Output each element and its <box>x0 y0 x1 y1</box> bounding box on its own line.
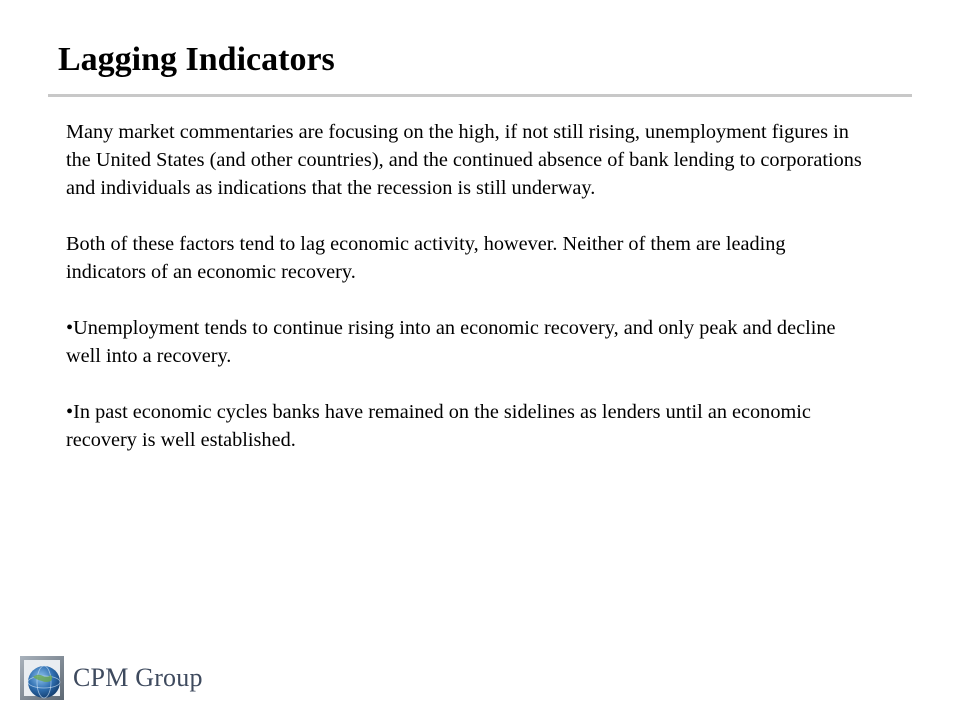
paragraph-lag-factors: Both of these factors tend to lag economic activity, however. Neither of them are leading indicators of an economic recovery. <box>66 233 786 283</box>
bullet-bank-lending: •In past economic cycles banks have remained on the sidelines as lenders until an economic recovery is well established. <box>66 401 811 451</box>
title-divider <box>48 94 912 97</box>
slide-title: Lagging Indicators <box>58 41 335 78</box>
globe-logo-icon <box>19 655 65 701</box>
bullet-unemployment: •Unemployment tends to continue rising into an economic recovery, and only peak and decline well into a recovery. <box>66 317 836 367</box>
cpm-group-logo <box>19 654 203 702</box>
slide-body <box>66 118 866 482</box>
logo-wordmark: CPM Group <box>73 663 203 692</box>
paragraph-intro: Many market commentaries are focusing on the high, if not still rising, unemployment figures in the United States (and other countries), and the continued absence of bank lending to corporations and individuals as indications that the recession is still underway. <box>66 121 862 199</box>
